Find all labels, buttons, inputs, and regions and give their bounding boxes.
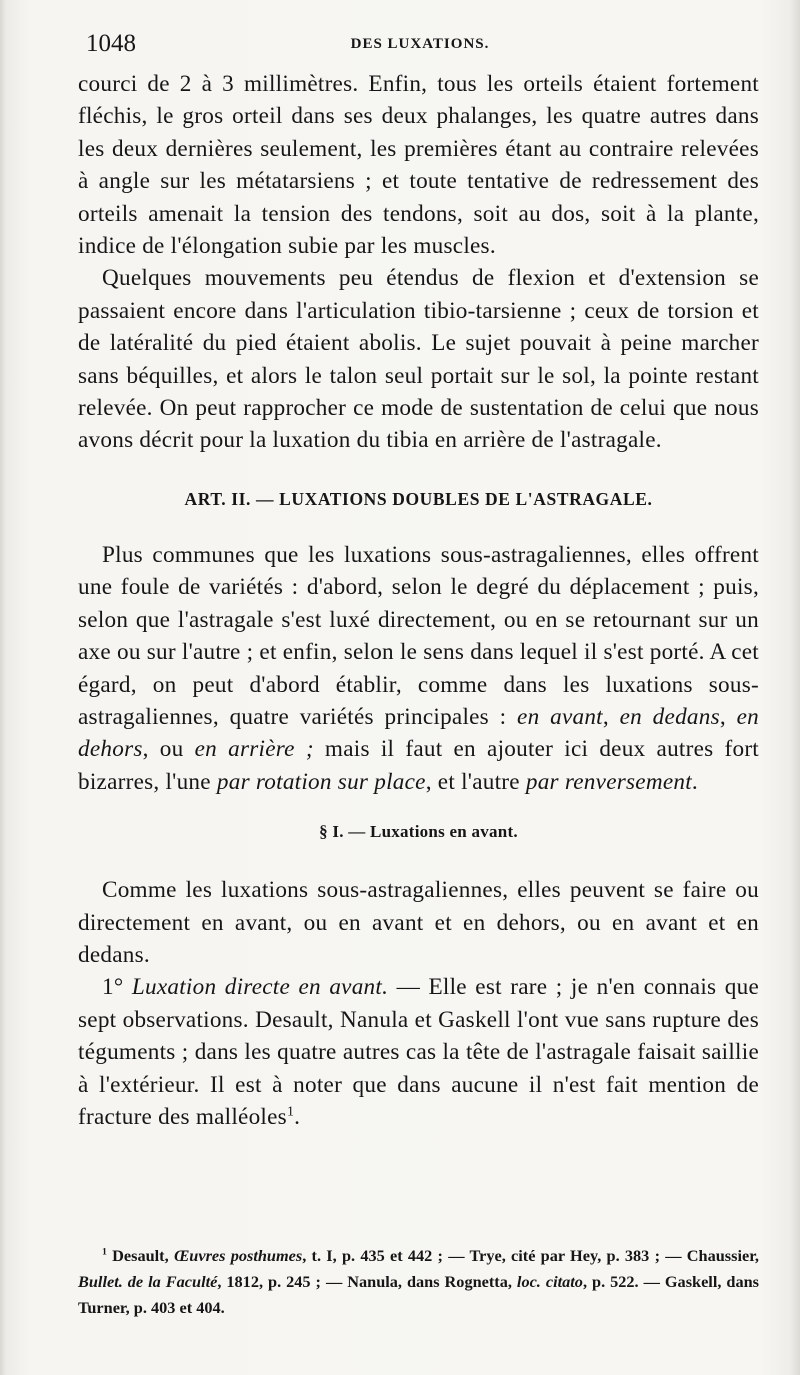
footnote-text: , 1812, p. 245 ; — Nanula, dans Rognetta, <box>217 1271 517 1291</box>
italic-term: Luxation directe en avant. <box>131 974 389 1001</box>
paragraph-text: mais il faut en ajouter ici deux autres fort bizarres, l'une <box>78 736 759 795</box>
page-number: 1048 <box>86 30 136 57</box>
paragraph-text: , <box>602 703 620 730</box>
footnote-text: , p. 522. — Gaskell, dans Turner, p. 403 et 404. <box>78 1271 759 1317</box>
paragraph-continuation <box>78 68 759 262</box>
footnote-text: Desault, <box>106 1246 174 1265</box>
article-heading: ART. II. — LUXATIONS DOUBLES DE L'ASTRAGALE. <box>184 488 653 509</box>
paragraph-text: Comme les luxations sous-astragaliennes, elles peuvent se faire ou directement en avant, ou en avant et en dehors, ou en avant et en dedans. <box>78 877 759 968</box>
page-header <box>78 30 762 62</box>
footnote-text: , t. I, p. 435 et 442 ; — Trye, cité par Hey, p. 383 ; — Chaussier, <box>302 1246 760 1265</box>
paragraph-direct-forward <box>78 971 759 1133</box>
paragraph-text: — Elle est rare ; je n'en connais que sept observations. Desault, Nanula et Gaskell l'ont vue sans rupture des téguments ; dans les quatre autres cas la tête de l'astragale faisait saillie à l'extérieur. Il est à noter que dans aucune il n'est fait mention de fracture des malléoles <box>78 974 759 1130</box>
footnote-1 <box>78 1243 759 1320</box>
footnote-italic: loc. citato <box>516 1271 583 1291</box>
italic-term: en arrière ; <box>194 736 314 763</box>
footnote-marker[interactable]: 1 <box>286 1104 295 1120</box>
paragraph-text: Plus communes que les luxations sous-astragaliennes, elles offrent une foule de variétés : d'abord, selon le degré du déplacement ; puis, selon que l'astragale s'est luxé directement, ou en se retournant sur un axe ou sur l'autre ; et enfin, selon le sens dans lequel il s'est porté. A cet égard, on peut d'abord établir, comme dans les luxations sous-astragaliennes, quatre variétés principales : <box>78 541 759 730</box>
italic-term: en dedans <box>619 703 720 730</box>
paragraph-double-luxations <box>78 539 759 798</box>
item-number: 1° <box>102 974 124 1001</box>
paragraph-text: . <box>294 1103 301 1130</box>
section-mark: § I. — <box>319 822 366 842</box>
running-title: DES LUXATIONS. <box>350 36 490 52</box>
paragraph-text: . <box>691 768 698 795</box>
paragraph-text: courci de 2 à 3 millimètres. Enfin, tous les orteils étaient fortement fléchis, le gros orteil dans ses deux phalanges, les quatre autres dans les deux dernières seulement, les premières étant au contraire relevées à angle sur les métatarsiens ; et toute tentative de redressement des orteils amenait la tension des tendons, soit au dos, soit à la plante, indice de l'élongation subie par les muscles. <box>78 71 759 260</box>
section-heading <box>78 820 759 844</box>
section-title: Luxations en avant. <box>370 822 518 842</box>
paragraph-text: Quelques mouvements peu étendus de flexion et d'extension se passaient encore dans l'articulation tibio-tarsienne ; ceux de torsion et de latéralité du pied étaient abolis. Le sujet pouvait à peine marcher sans béquilles, et alors le talon seul portait sur le sol, la pointe restant relevée. On peut rapprocher ce mode de sustentation de celui que nous avons décrit pour la luxation du tibia en arrière de l'astragale. <box>78 265 759 454</box>
italic-term: en avant <box>517 703 603 730</box>
paragraph-forward <box>78 874 759 971</box>
paragraph-text: , ou <box>142 736 195 763</box>
footnote-italic: Œuvres posthumes <box>173 1246 303 1265</box>
italic-term: par rotation sur place <box>216 768 426 795</box>
paragraph-movements <box>78 262 759 456</box>
footnotes <box>78 1243 759 1320</box>
paragraph-text: , et l'autre <box>425 768 526 795</box>
italic-term: par renversement <box>525 768 692 795</box>
body-text <box>78 68 759 1133</box>
footnote-italic: Bullet. de la Faculté <box>78 1271 218 1291</box>
paragraph-text: , <box>719 703 737 730</box>
footnote-number: 1 <box>102 1246 107 1258</box>
italic-term: en dehors <box>78 703 759 763</box>
